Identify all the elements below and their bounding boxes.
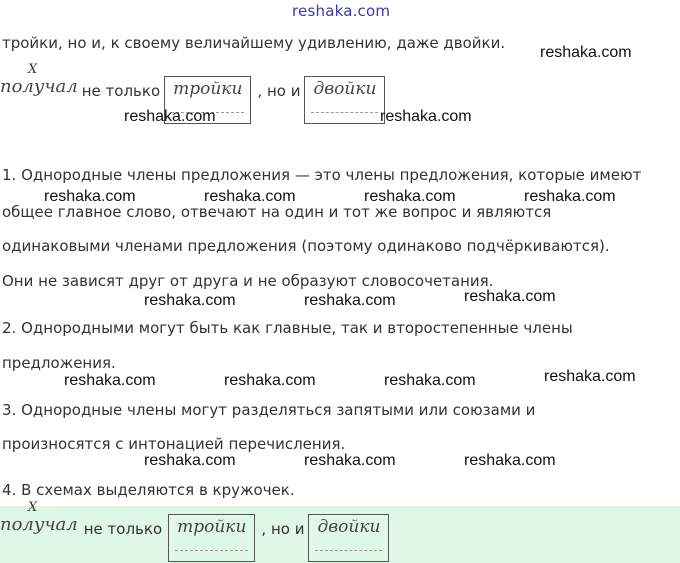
watermark: reshaka.com xyxy=(380,108,472,125)
not-only-text: не только xyxy=(81,82,161,100)
watermark: reshaka.com xyxy=(304,292,396,309)
homogeneous-box-first xyxy=(168,514,255,562)
box-second-text: двойки xyxy=(317,517,381,537)
watermark: reshaka.com xyxy=(464,288,556,305)
predicate-word xyxy=(0,62,78,97)
homogeneous-box-second xyxy=(304,76,385,124)
watermark: reshaka.com xyxy=(540,44,632,61)
point-line: предложения. xyxy=(2,354,116,372)
box-first-text: тройки xyxy=(173,79,243,99)
watermark: reshaka.com xyxy=(144,452,236,469)
homogeneous-scheme-bottom xyxy=(0,500,389,562)
predicate-word xyxy=(0,500,78,535)
watermark: reshaka.com xyxy=(524,188,616,205)
watermark: reshaka.com xyxy=(384,372,476,389)
not-only-text: не только xyxy=(83,520,163,538)
homogeneous-box-second xyxy=(308,514,389,562)
point-line: Они не зависят друг от друга и не образуют словосочетания. xyxy=(2,272,494,290)
predicate-mark: X xyxy=(28,62,38,77)
but-also-text: , но и xyxy=(261,520,305,538)
box-underline xyxy=(315,550,382,551)
point-line: 3. Однородные члены могут разделяться запятыми или союзами и xyxy=(2,401,536,419)
watermark: reshaka.com xyxy=(204,188,296,205)
watermark: reshaka.com xyxy=(544,368,636,385)
point-line: 2. Однородными могут быть как главные, так и второстепенные члены xyxy=(2,319,573,337)
predicate-text: получал xyxy=(0,76,78,97)
point-line: общее главное слово, отвечают на один и тот же вопрос и являются xyxy=(2,203,552,221)
point-line: одинаковыми членами предложения (поэтому одинаково подчёркиваются). xyxy=(2,237,610,255)
watermark: reshaka.com xyxy=(44,188,136,205)
box-second-text: двойки xyxy=(313,79,377,99)
point-line: 1. Однородные члены предложения — это члены предложения, которые имеют xyxy=(2,166,642,184)
intro-text: тройки, но и, к своему величайшему удивлению, даже двойки. xyxy=(2,34,506,52)
watermark: reshaka.com xyxy=(64,372,156,389)
watermark: reshaka.com xyxy=(224,372,316,389)
watermark: reshaka.com xyxy=(304,452,396,469)
predicate-text: получал xyxy=(0,514,78,535)
but-also-text: , но и xyxy=(257,82,301,100)
point-line: произносятся с интонацией перечисления. xyxy=(2,435,346,453)
box-underline xyxy=(175,550,248,551)
watermark: reshaka.com xyxy=(364,188,456,205)
box-underline xyxy=(311,112,378,113)
predicate-mark: X xyxy=(28,500,38,515)
watermark: reshaka.com xyxy=(124,108,216,125)
point-line: 4. В схемах выделяются в кружочек. xyxy=(2,481,295,499)
box-first-text: тройки xyxy=(177,517,247,537)
site-header-link[interactable]: reshaka.com xyxy=(292,2,391,20)
watermark: reshaka.com xyxy=(464,452,556,469)
watermark: reshaka.com xyxy=(144,292,236,309)
